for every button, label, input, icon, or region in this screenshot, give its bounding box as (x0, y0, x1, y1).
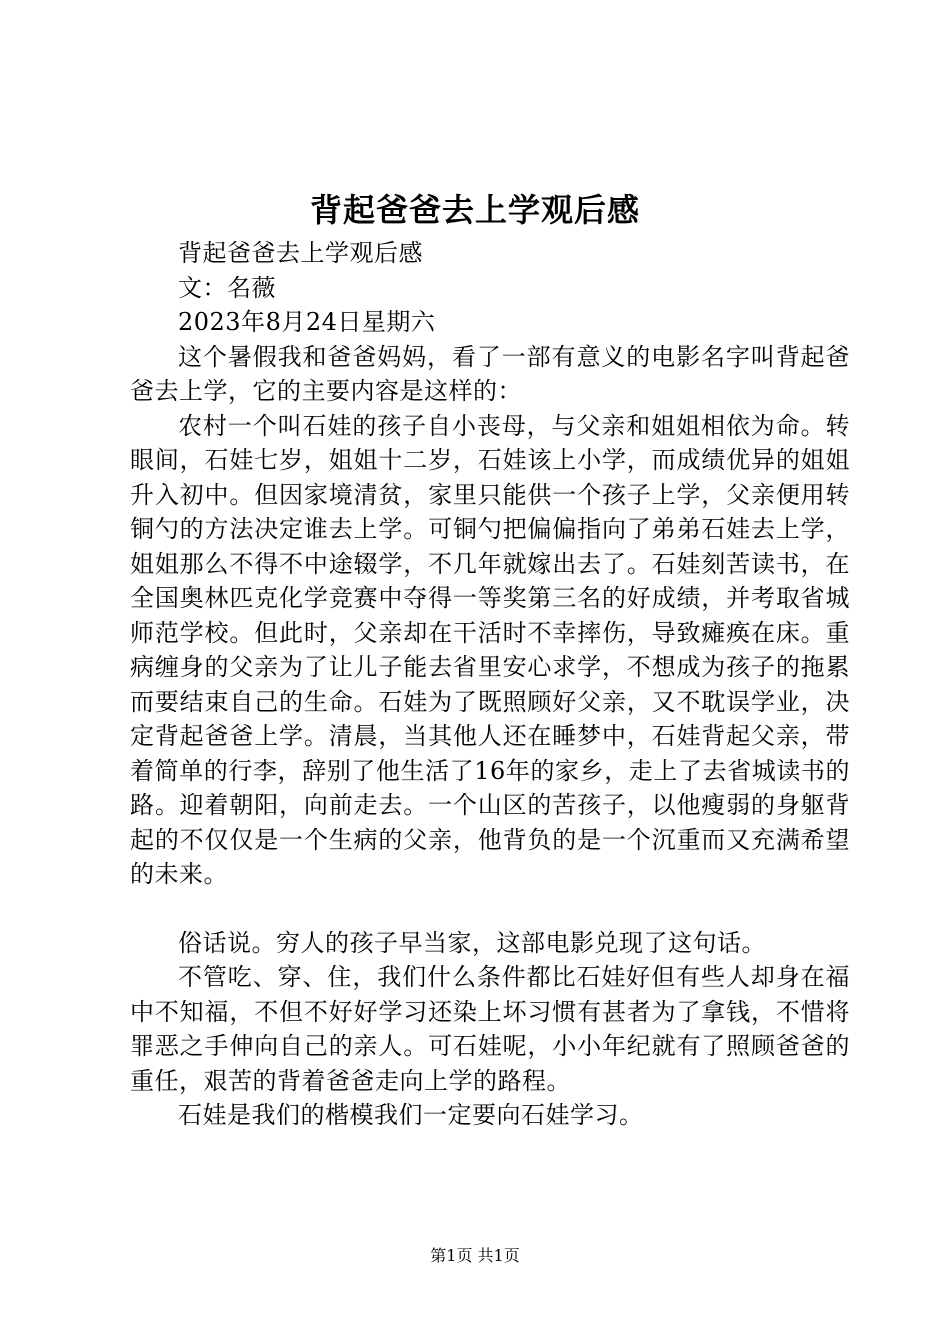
body-paragraph: 农村一个叫石娃的孩子自小丧母，与父亲和姐姐相依为命。转眼间，石娃七岁，姐姐十二岁，石娃该上小学，而成绩优异的姐姐升入初中。但因家境清贫，家里只能供一个孩子上学，父亲便用转铜勺的方法决定谁去上学。可铜勺把偏偏指向了弟弟石娃去上学，姐姐那么不得不中途辍学，不几年就嫁出去了。石娃刻苦读书，在全国奥林匹克化学竞赛中夺得一等奖第三名的好成绩，并考取省城师范学校。但此时，父亲却在干活时不幸摔伤，导致瘫痪在床。重病缠身的父亲为了让儿子能去省里安心求学，不想成为孩子的拖累而要结束自己的生命。石娃为了既照顾好父亲，又不耽误学业，决定背起爸爸上学。清晨，当其他人还在睡梦中，石娃背起父亲，带着简单的行李，辞别了他生活了16年的家乡，走上了去省城读书的路。迎着朝阳，向前走去。一个山区的苦孩子，以他瘦弱的身躯背起的不仅仅是一个生病的父亲，他背负的是一个沉重而又充满希望的未来。 (130, 411, 850, 888)
body-paragraph: 这个暑假我和爸爸妈妈，看了一部有意义的电影名字叫背起爸爸去上学，它的主要内容是这样的： (130, 342, 850, 405)
page-footer: 第1页 共1页 (430, 1246, 520, 1265)
document-title: 背起爸爸去上学观后感 (309, 191, 640, 229)
body-paragraph: 俗话说。穷人的孩子早当家，这部电影兑现了这句话。 (178, 928, 766, 957)
subtitle-paragraph: 背起爸爸去上学观后感 (178, 239, 423, 267)
body-paragraph: 不管吃、穿、住，我们什么条件都比石娃好但有些人却身在福中不知福，不但不好好学习还染上坏习惯有甚者为了拿钱，不惜将罪恶之手伸向自己的亲人。可石娃呢，小小年纪就有了照顾爸爸的重任，艰苦的背着爸爸走向上学的路程。 (130, 963, 850, 1095)
author-line: 文：名薇 (178, 273, 276, 302)
date-line: 2023年8月24日星期六 (178, 308, 436, 336)
body-paragraph: 石娃是我们的楷模我们一定要向石娃学习。 (178, 1101, 644, 1129)
document-body (130, 236, 850, 1133)
